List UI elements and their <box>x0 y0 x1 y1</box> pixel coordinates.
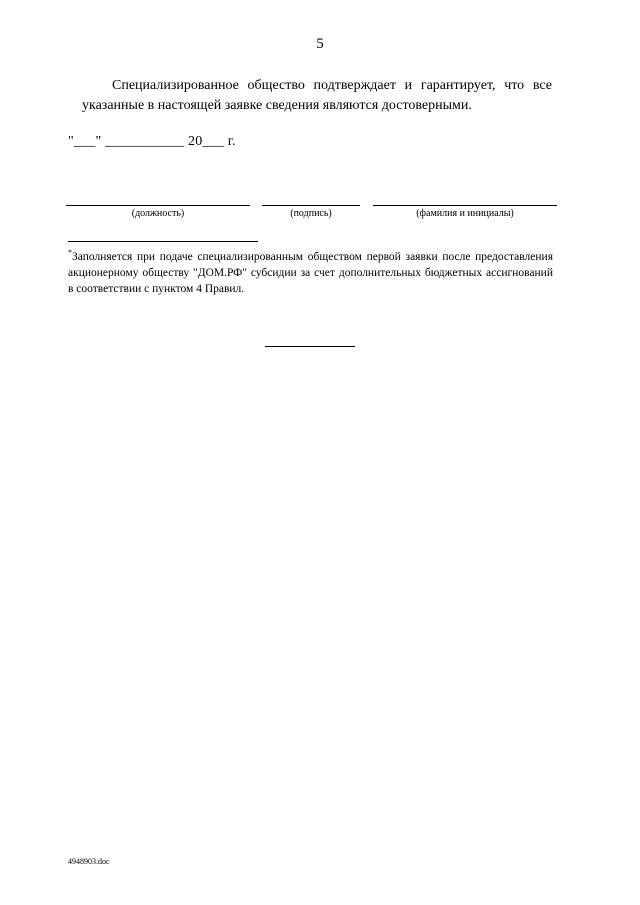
name-label: (фамилия и инициалы) <box>416 208 514 219</box>
footnote-separator <box>68 241 258 242</box>
end-of-document-rule <box>265 346 355 347</box>
page-number: 5 <box>316 36 324 52</box>
name-signature-line <box>373 205 557 206</box>
footnote-text: Заполняется при подаче специализированным обществом первой заявки после предоставления акционерному обществу "ДОМ.РФ" субсидии за счет дополнительных бюджетных ассигнований в соответствии с пунктом 4 Правил. <box>68 251 553 295</box>
footnote <box>68 249 553 297</box>
signature-label: (подпись) <box>290 208 332 219</box>
footnote-marker: * <box>68 248 72 257</box>
signature-line <box>262 205 360 206</box>
date-field: "___" ___________ 20___ г. <box>68 134 236 149</box>
document-id: 4948903.doc <box>68 857 110 866</box>
confirmation-statement: Специализированное общество подтверждает и гарантирует, что все указанные в настоящей заявке сведения являются достоверными. <box>82 78 552 113</box>
position-signature-line <box>66 205 250 206</box>
position-label: (должность) <box>131 208 185 219</box>
